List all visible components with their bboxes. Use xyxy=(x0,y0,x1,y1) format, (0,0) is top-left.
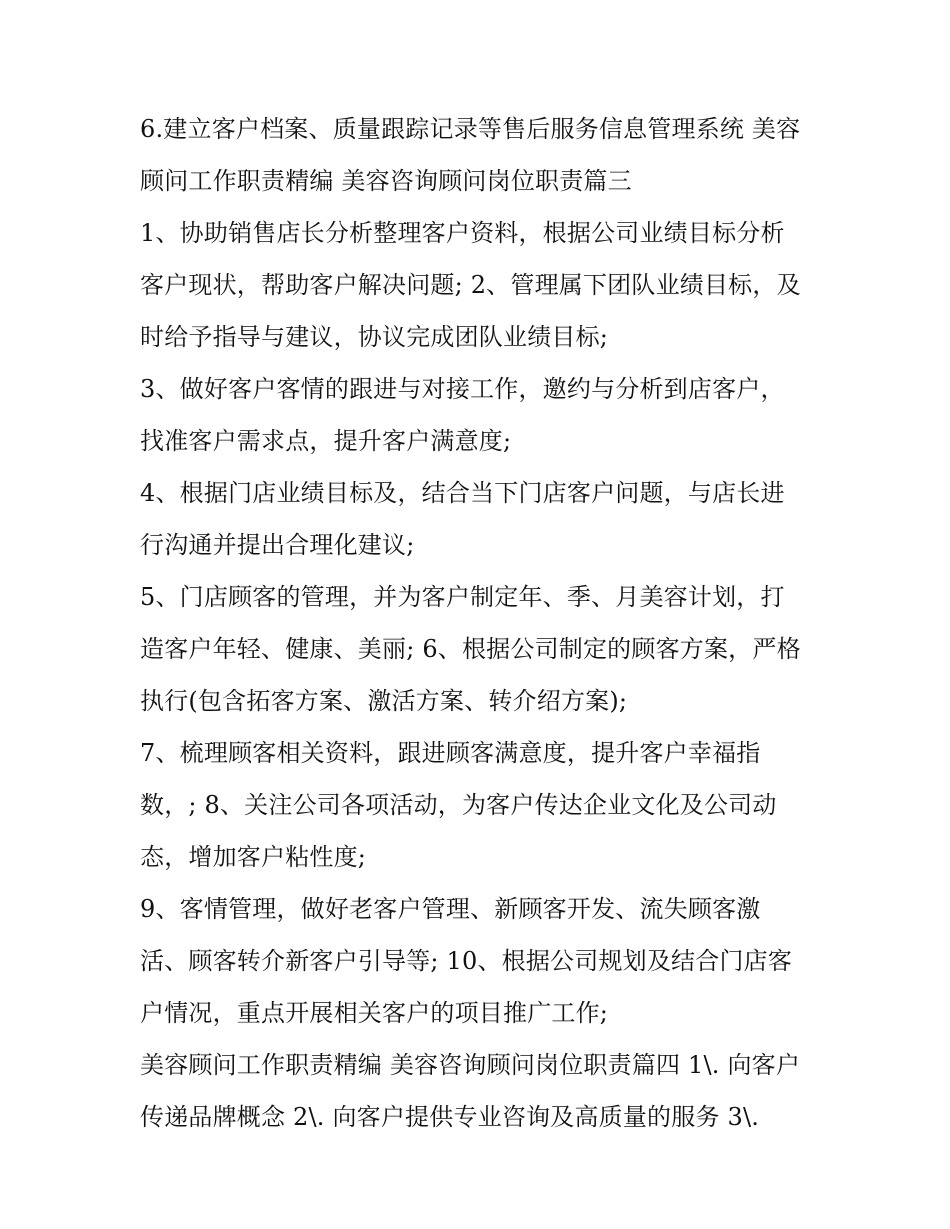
text-line: 美容顾问工作职责精编 美容咨询顾问岗位职责篇四 1\. 向客户 xyxy=(140,1051,801,1079)
text-line: 传递品牌概念 2\. 向客户提供专业咨询及高质量的服务 3\. xyxy=(140,1103,760,1131)
document-body xyxy=(140,103,820,1143)
text-line: 数，; 8、关注公司各项活动，为客户传达企业文化及公司动 xyxy=(140,791,777,819)
text-line: 9、客情管理，做好老客户管理、新顾客开发、流失顾客激 xyxy=(140,895,761,923)
text-line: 户情况，重点开展相关客户的项目推广工作; xyxy=(140,999,609,1027)
text-line: 找准客户需求点，提升客户满意度; xyxy=(140,427,512,455)
text-line: 6.建立客户档案、质量跟踪记录等售后服务信息管理系统 美容 xyxy=(140,115,801,143)
text-line: 活、顾客转介新客户引导等; 10、根据公司规划及结合门店客 xyxy=(140,947,793,975)
text-line: 执行(包含拓客方案、激活方案、转介绍方案); xyxy=(140,687,628,715)
text-line: 7、梳理顾客相关资料，跟进顾客满意度，提升客户幸福指 xyxy=(140,739,761,767)
text-line: 顾问工作职责精编 美容咨询顾问岗位职责篇三 xyxy=(140,167,632,195)
text-line: 造客户年轻、健康、美丽; 6、根据公司制定的顾客方案，严格 xyxy=(140,635,801,663)
text-line: 客户现状，帮助客户解决问题; 2、管理属下团队业绩目标，及 xyxy=(140,271,801,299)
text-line: 态，增加客户粘性度; xyxy=(140,843,367,871)
text-line: 行沟通并提出合理化建议; xyxy=(140,531,415,559)
text-line: 3、做好客户客情的跟进与对接工作，邀约与分析到店客户， xyxy=(140,375,785,403)
text-line: 4、根据门店业绩目标及，结合当下门店客户问题，与店长进 xyxy=(140,479,785,507)
text-line: 1、协助销售店长分析整理客户资料，根据公司业绩目标分析 xyxy=(140,219,785,247)
text-line: 时给予指导与建议，协议完成团队业绩目标; xyxy=(140,323,609,351)
text-line: 5、门店顾客的管理，并为客户制定年、季、月美容计划，打 xyxy=(140,583,785,611)
